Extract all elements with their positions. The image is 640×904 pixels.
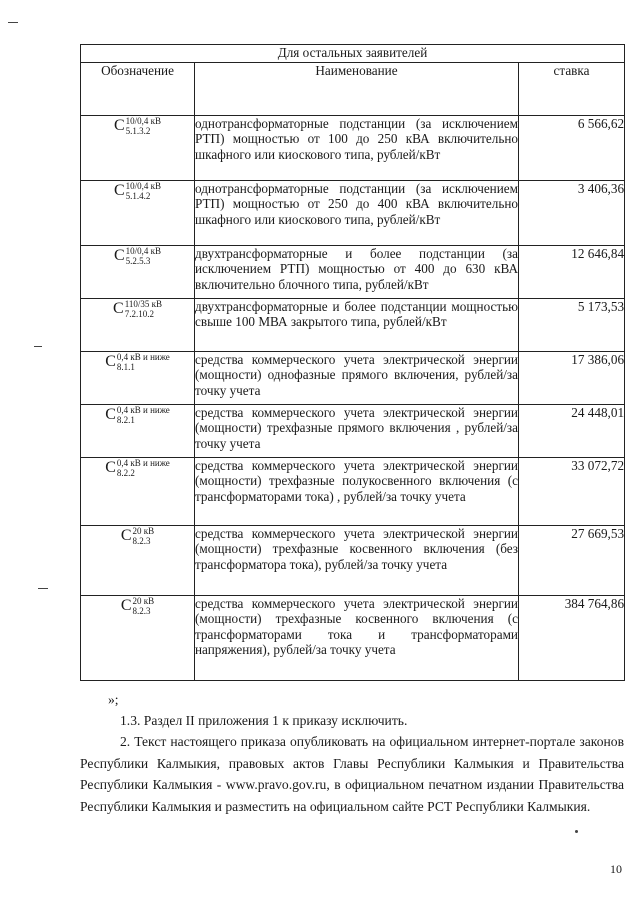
designation-cell bbox=[81, 246, 195, 299]
designation-symbol bbox=[105, 458, 170, 478]
rate-cell: 17 386,06 bbox=[519, 352, 625, 405]
section-title: Для остальных заявителей bbox=[81, 45, 625, 63]
symbol-base: C bbox=[113, 300, 124, 318]
symbol-base: C bbox=[120, 527, 132, 545]
closing-quote: »; bbox=[108, 692, 119, 707]
rate-cell: 384 764,86 bbox=[519, 596, 625, 681]
name-cell: двухтрансформаторные и более подстанции мощностью свыше 100 МВА закрытого типа, рублей/кВт bbox=[195, 299, 519, 352]
designation-symbol bbox=[114, 181, 161, 201]
symbol-subscript: 8.2.3 bbox=[132, 606, 151, 616]
symbol-base: C bbox=[120, 597, 132, 615]
rate-cell: 3 406,36 bbox=[519, 181, 625, 246]
symbol-subscript: 5.2.5.3 bbox=[125, 256, 151, 266]
symbol-superscript: 0,4 кВ и ниже bbox=[116, 458, 170, 468]
designation-cell bbox=[81, 299, 195, 352]
designation-symbol bbox=[105, 405, 170, 425]
name-cell: однотрансформаторные подстанции (за исключением РТП) мощностью от 100 до 250 кВА включительно шкафного или киоскового типа, рублей/кВт bbox=[195, 116, 519, 181]
symbol-superscript: 20 кВ bbox=[132, 596, 155, 606]
table-row bbox=[81, 596, 625, 681]
scan-mark bbox=[8, 22, 18, 23]
symbol-subscript: 8.1.1 bbox=[116, 362, 135, 372]
scan-mark bbox=[34, 346, 42, 347]
symbol-subscript: 8.2.2 bbox=[116, 468, 135, 478]
designation-symbol bbox=[114, 246, 161, 266]
symbol-superscript: 10/0,4 кВ bbox=[125, 181, 162, 191]
rate-cell: 33 072,72 bbox=[519, 458, 625, 526]
designation-cell bbox=[81, 405, 195, 458]
name-cell: двухтрансформаторные и более подстанции (за исключением РТП) мощностью от 400 до 630 кВА включительно блочного типа, рублей/кВт bbox=[195, 246, 519, 299]
rate-cell: 6 566,62 bbox=[519, 116, 625, 181]
symbol-base: C bbox=[113, 117, 125, 135]
symbol-base: C bbox=[105, 353, 116, 371]
symbol-base: C bbox=[105, 459, 116, 477]
designation-symbol bbox=[121, 526, 154, 546]
name-cell: средства коммерческого учета электрической энергии (мощности) трехфазные косвенного включения (без трансформатора тока), рублей/за точку учета bbox=[195, 526, 519, 596]
table-row bbox=[81, 116, 625, 181]
designation-symbol bbox=[121, 596, 154, 616]
rate-cell: 12 646,84 bbox=[519, 246, 625, 299]
designation-symbol bbox=[113, 299, 162, 319]
name-cell: средства коммерческого учета электрической энергии (мощности) трехфазные полукосвенного включения (с трансформаторами тока) , рублей/за точку учета bbox=[195, 458, 519, 526]
designation-cell bbox=[81, 596, 195, 681]
designation-cell bbox=[81, 181, 195, 246]
name-cell: средства коммерческого учета электрической энергии (мощности) однофазные прямого включения, рублей/за точку учета bbox=[195, 352, 519, 405]
table-row bbox=[81, 405, 625, 458]
table-row bbox=[81, 246, 625, 299]
section-row bbox=[81, 45, 625, 63]
rate-cell: 24 448,01 bbox=[519, 405, 625, 458]
symbol-base: C bbox=[113, 247, 125, 265]
symbol-superscript: 0,4 кВ и ниже bbox=[116, 405, 170, 415]
designation-cell bbox=[81, 526, 195, 596]
name-cell: средства коммерческого учета электрической энергии (мощности) трехфазные прямого включения , рублей/за точку учета bbox=[195, 405, 519, 458]
header-designation: Обозначение bbox=[81, 63, 195, 116]
symbol-superscript: 20 кВ bbox=[132, 526, 155, 536]
name-cell: однотрансформаторные подстанции (за исключением РТП) мощностью от 250 до 400 кВА включительно шкафного или киоскового типа, рублей/кВт bbox=[195, 181, 519, 246]
symbol-subscript: 7.2.10.2 bbox=[124, 309, 154, 319]
symbol-superscript: 110/35 кВ bbox=[124, 299, 162, 309]
symbol-subscript: 8.2.1 bbox=[116, 415, 135, 425]
symbol-subscript: 5.1.4.2 bbox=[125, 191, 151, 201]
symbol-superscript: 10/0,4 кВ bbox=[125, 246, 162, 256]
symbol-superscript: 0,4 кВ и ниже bbox=[116, 352, 170, 362]
table-row bbox=[81, 299, 625, 352]
paragraph-1: 1.3. Раздел II приложения 1 к приказу исключить. bbox=[120, 713, 408, 728]
scan-mark bbox=[38, 588, 48, 589]
designation-cell bbox=[81, 458, 195, 526]
symbol-base: C bbox=[105, 406, 116, 424]
header-name: Наименование bbox=[195, 63, 519, 116]
designation-symbol bbox=[105, 352, 170, 372]
symbol-subscript: 5.1.3.2 bbox=[125, 126, 151, 136]
table-row bbox=[81, 458, 625, 526]
designation-cell bbox=[81, 116, 195, 181]
scan-mark bbox=[575, 830, 578, 833]
symbol-base: C bbox=[113, 182, 125, 200]
paragraph-2: 2. Текст настоящего приказа опубликовать на официальном интернет-портале законов Республики Калмыкия, правовых актов Главы Республики Калмыкия и Правительства Республики Калмыкия - www.pravo.gov.ru, в официальном печатном издании Правительства Республики Калмыкия и разместить на официальном сайте РСТ Республики Калмыкия. bbox=[80, 734, 624, 814]
name-cell: средства коммерческого учета электрической энергии (мощности) трехфазные косвенного включения (с трансформаторами тока и трансформаторами напряжения), рублей/за точку учета bbox=[195, 596, 519, 681]
table-row bbox=[81, 352, 625, 405]
symbol-subscript: 8.2.3 bbox=[132, 536, 151, 546]
designation-cell bbox=[81, 352, 195, 405]
rate-cell: 5 173,53 bbox=[519, 299, 625, 352]
table-row bbox=[81, 526, 625, 596]
rates-table bbox=[80, 44, 625, 681]
table-row bbox=[81, 181, 625, 246]
symbol-superscript: 10/0,4 кВ bbox=[125, 116, 162, 126]
header-rate: ставка bbox=[519, 63, 625, 116]
header-row bbox=[81, 63, 625, 116]
rate-cell: 27 669,53 bbox=[519, 526, 625, 596]
page-number: 10 bbox=[610, 862, 622, 876]
designation-symbol bbox=[114, 116, 161, 136]
